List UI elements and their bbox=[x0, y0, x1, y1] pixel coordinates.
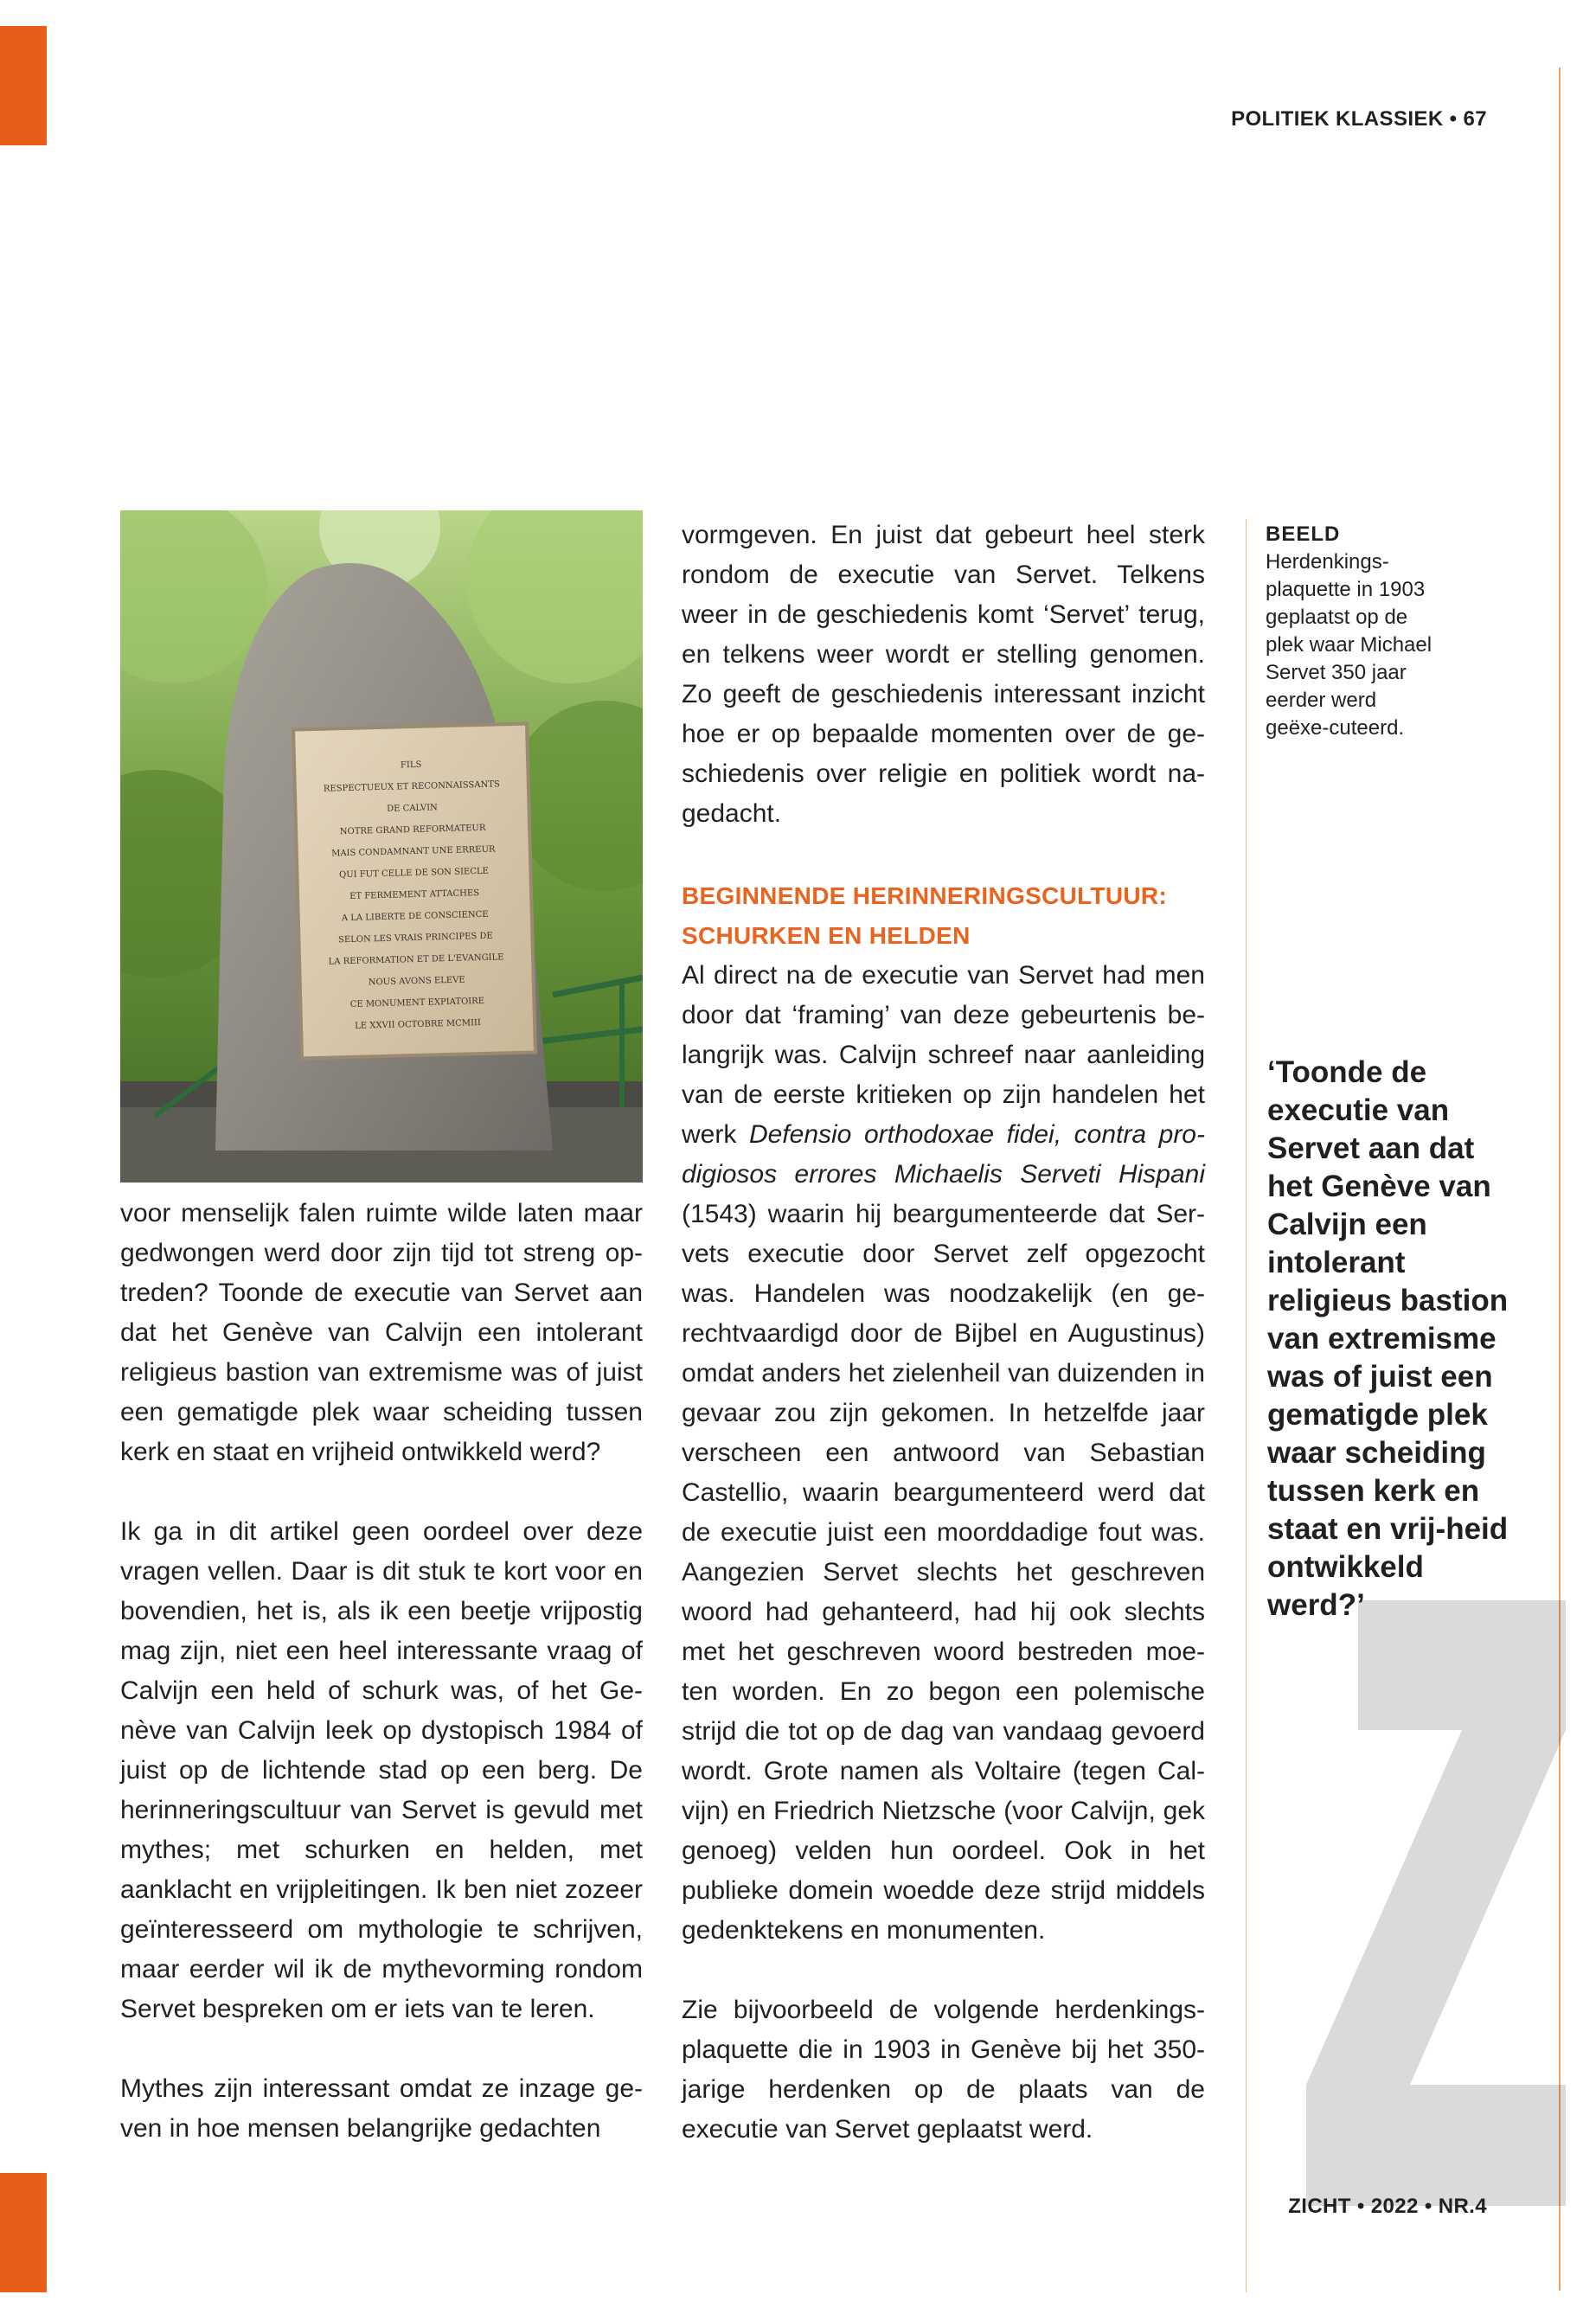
left-paragraph-3: Mythes zijn interessant omdat ze inzage ge-ven in hoe mensen belangrijke gedachten bbox=[120, 2074, 643, 2143]
caption-text: Herdenkings-plaquette in 1903 geplaatst op de plek waar Michael Servet 350 jaar eerder werd geëxe-cuteerd. bbox=[1266, 550, 1433, 740]
plaque-line: LE XXVII OCTOBRE MCMIII bbox=[355, 1018, 482, 1031]
plaque-line: DE CALVIN bbox=[386, 803, 439, 814]
left-paragraph-2: Ik ga in dit artikel geen oordeel over deze vragen vellen. Daar is dit stuk te kort voor en bovendien, het is, als ik een beetje vrijpostig mag zijn, niet een heel interessante vraag of Calvijn een held of schurk was, of het Ge-nève van Calvijn leek op dystopisch 1984 of juist op de lichtende stad op een berg. De herinneringscultuur van Servet is gevuld met mythes; met schurken en helden, met aanklacht en vrijpleitingen. Ik ben niet zozeer geïnteresseerd om mythologie te schrijven, maar eerder wil ik de mythevorming rondom Servet bespreken om er iets van te leren. bbox=[120, 1517, 643, 2023]
plaque-line: A LA LIBERTE DE CONSCIENCE bbox=[341, 909, 489, 924]
monument-illustration bbox=[120, 510, 643, 1183]
plaque-line: CE MONUMENT EXPIATOIRE bbox=[349, 996, 485, 1009]
plaque-line: MAIS CONDAMNANT UNE ERREUR bbox=[331, 844, 496, 859]
left-paragraph-1: voor menselijk falen ruimte wilde laten maar gedwongen werd door zijn tijd tot streng op-treden? Toonde de executie van Servet aan dat het Genève van Calvijn een intolerant religieus bastion van extremisme was of juist een gematigde plek waar scheiding tussen kerk en staat en vrijheid ontwikkeld werd? bbox=[120, 1199, 643, 1466]
book-title-italic: Defensio orthodoxae fidei, contra pro-digiosos errores Michaelis Serveti Hispani bbox=[682, 1120, 1205, 1189]
plaque-line: LA REFORMATION ET DE L'EVANGILE bbox=[328, 952, 504, 967]
caption-label: BEELD bbox=[1266, 522, 1341, 546]
running-head-bottom: ZICHT • 2022 • NR.4 bbox=[1288, 2195, 1487, 2218]
plaque-line: ET FERMEMENT ATTACHES bbox=[349, 888, 480, 901]
right-margin-rule bbox=[1559, 67, 1561, 2291]
watermark-z-logo bbox=[1306, 1600, 1566, 2206]
photo-caption bbox=[1266, 521, 1439, 742]
plaque-line: FILS bbox=[400, 760, 422, 771]
orange-page-tab-bottom bbox=[0, 2173, 47, 2292]
middle-paragraph-1-text-b: (1543) waarin hij beargumenteerde dat Ser-vets executie door Servet zelf opgezocht was. Handelen was noodzakelijk (en ge-rechtvaardigd door de Bijbel en Augustinus) omdat anders het zielenheil van duizenden in gevaar zou zijn gekomen. In hetzelfde jaar verscheen een antwoord van Sebastian Castellio, waarin beargumenteerd werd dat de executie juist een moorddadige fout was. Aangezien Servet slechts het geschreven woord had gehanteerd, had hij ook slechts met het geschreven woord bestreden moe-ten worden. En zo begon een polemische strijd die tot op de dag van vandaag gevoerd wordt. Grote namen als Voltaire (tegen Cal-vijn) en Friedrich Nietzsche (voor Calvijn, gek genoeg) velden hun oordeel. Ook in het publieke domein woedde deze strijd middels gedenktekens en monumenten. bbox=[682, 1200, 1205, 1945]
sidebar-divider-rule bbox=[1246, 519, 1247, 2292]
middle-paragraph-1 bbox=[682, 956, 1205, 1951]
plaque-line: QUI FUT CELLE DE SON SIECLE bbox=[338, 866, 490, 881]
middle-intro-paragraph: vormgeven. En juist dat gebeurt heel sterk rondom de executie van Servet. Telkens weer in de geschiedenis komt ‘Servet’ terug, en telkens weer wordt er stelling genomen. Zo geeft de geschiedenis interessant inzicht hoe er op bepaalde momenten over de ge-schiedenis over religie en politiek wordt na-gedacht. bbox=[682, 521, 1205, 828]
running-head-top: POLITIEK KLASSIEK • 67 bbox=[1231, 107, 1487, 131]
plaque-line: RESPECTUEUX ET RECONNAISSANTS bbox=[323, 779, 500, 794]
middle-column bbox=[682, 876, 1205, 2150]
monument-photo bbox=[120, 510, 643, 1183]
middle-paragraph-1-text-a: Al direct na de executie van Servet had men door dat ‘framing’ van deze gebeurtenis be-langrijk was. Calvijn schreef naar aanleiding van de eerste kritieken op zijn handelen het werk bbox=[682, 961, 1205, 1149]
left-column bbox=[120, 1194, 643, 2149]
pull-quote: ‘Toonde de executie van Servet aan dat het Genève van Calvijn een intolerant religieus bastion van extremisme was of juist een gematigde plek waar scheiding tussen kerk en staat en vrij-heid ontwikkeld werd?’ bbox=[1267, 1055, 1509, 1622]
plaque-line: SELON LES VRAIS PRINCIPES DE bbox=[337, 931, 493, 945]
plaque-line: NOUS AVONS ELEVE bbox=[368, 975, 465, 988]
middle-paragraph-2: Zie bijvoorbeeld de volgende herdenkings-plaquette die in 1903 in Genève bij het 350-jarige herdenken op de plaats van de executie van Servet geplaatst werd. bbox=[682, 1996, 1205, 2144]
orange-page-tab-top bbox=[0, 26, 47, 145]
section-heading: BEGINNENDE HERINNERINGSCULTUUR: SCHURKEN EN HELDEN bbox=[682, 882, 1168, 949]
plaque-line: NOTRE GRAND REFORMATEUR bbox=[339, 823, 486, 837]
middle-column-intro bbox=[682, 516, 1205, 834]
